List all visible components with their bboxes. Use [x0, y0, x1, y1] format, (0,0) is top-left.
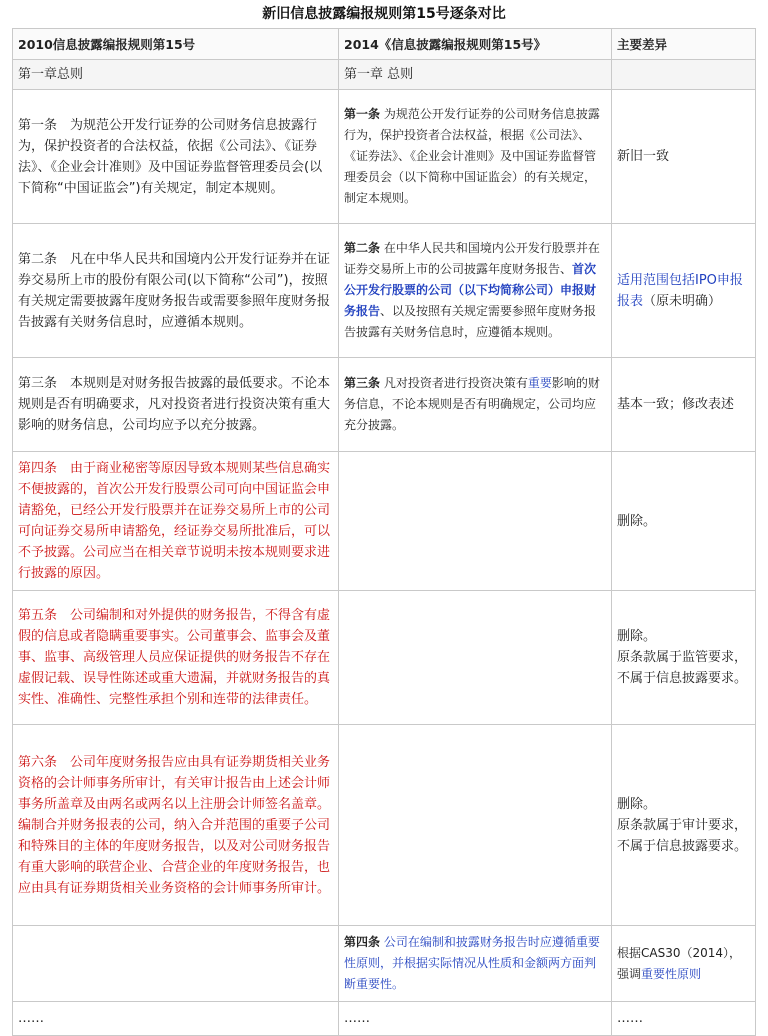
article-highlight: 重要	[527, 376, 552, 390]
ellipsis-new: ……	[339, 1002, 612, 1036]
diff-3: 基本一致；修改表述	[612, 358, 756, 452]
article-label: 第三条	[344, 376, 381, 390]
article-text: 在中华人民共和国境内公开发行股票并在证券交易所上市的公司披露年度财务报告、	[344, 241, 600, 276]
ellipsis-old: ……	[13, 1002, 339, 1036]
article-text: 为规范公开发行证券的公司财务信息披露行为，保护投资者合法权益，根据《公司法》、《证券法》、《企业会计准则》及中国证券监督管理委员会（以下简称中国证监会）的有关规定，制定本规则。	[344, 107, 600, 205]
article-text: 影响的财务信息，不论本规则是否有明确规定，公司均应充分披露。	[344, 376, 600, 432]
ellipsis-diff: ……	[612, 1002, 756, 1036]
diff-2	[612, 224, 756, 358]
diff-5	[612, 591, 756, 725]
old-article-6	[13, 725, 339, 926]
article-text: 、以及按照有关规定需要参照年度财务报告披露有关财务信息时，应遵循本规则。	[344, 304, 597, 339]
page-title: 新旧信息披露编报规则第15号逐条对比	[262, 6, 506, 22]
diff-text: 原条款属于监管要求，不属于信息披露要求。	[617, 650, 748, 686]
article-highlight: 首次公开发行股票的公司（以下均简称公司）申报财务报告	[344, 262, 597, 318]
article-label: 第二条	[344, 241, 381, 255]
diff-highlight: 重要性原则	[641, 966, 702, 981]
diff-text: （原未明确）	[643, 293, 722, 309]
new-article-1	[339, 90, 612, 224]
diff-text: 根据CAS30（2014），强调	[617, 945, 742, 981]
old-article-3: 第三条 本规则是对财务报告披露的最低要求。不论本规则是否有明确要求，凡对投资者进行投资决策有重大影响的财务信息，公司均应予以充分披露。	[13, 358, 339, 452]
diff-7	[612, 926, 756, 1002]
new-article-2	[339, 224, 612, 358]
article-text: 凡对投资者进行投资决策有	[380, 376, 528, 390]
chapter-diff-empty	[612, 60, 756, 90]
diff-6	[612, 725, 756, 926]
diff-text: 删除。	[617, 796, 657, 812]
old-paragraph: 第六条 公司年度财务报告应由具有证券期货相关业务资格的会计师事务所审计，有关审计报告由上述会计师事务所盖章及由两名或两名以上注册会计师签名盖章。	[18, 754, 331, 812]
header-row	[13, 29, 756, 60]
header-diff: 主要差异	[612, 29, 756, 60]
old-paragraph: 编制合并财务报表的公司，纳入合并范围的重要子公司和特殊目的主体的年度财务报告，以及对公司财务报告有重大影响的联营企业、合营企业的年度财务报告，也应由具有证券期货相关业务资格的会计师事务所审计。	[18, 817, 331, 896]
old-article-5: 第五条 公司编制和对外提供的财务报告，不得含有虚假的信息或者隐瞒重要事实。公司董事会、监事会及董事、监事、高级管理人员应保证提供的财务报告不存在虚假记载、误导性陈述或重大遗漏，并就财务报告的真实性、准确性、完整性承担个别和连带的法律责任。	[13, 591, 339, 725]
new-empty-4	[339, 452, 612, 591]
old-empty-7	[13, 926, 339, 1002]
diff-1: 新旧一致	[612, 90, 756, 224]
article-highlight: 公司在编制和披露财务报告时应遵循重要性原则，并根据实际情况从性质和金额两方面判断重要性。	[344, 935, 600, 991]
new-article-4	[339, 926, 612, 1002]
new-article-3	[339, 358, 612, 452]
new-empty-6	[339, 725, 612, 926]
chapter-old: 第一章总则	[13, 60, 339, 90]
old-article-4: 第四条 由于商业秘密等原因导致本规则某些信息确实不便披露的，首次公开发行股票公司可向中国证监会申请豁免，已经公开发行股票并在证券交易所上市的公司可向证券交易所申请豁免，经证券交易所批准后，可以不予披露。公司应当在相关章节说明未按本规则要求进行披露的原因。	[13, 452, 339, 591]
article-label: 第四条	[344, 935, 381, 949]
header-new: 2014《信息披露编报规则第15号》	[339, 29, 612, 60]
table-row	[13, 224, 756, 358]
table-row	[13, 926, 756, 1002]
diff-text: 原条款属于审计要求，不属于信息披露要求。	[617, 817, 748, 854]
comparison-table	[12, 28, 756, 1036]
diff-text: 删除。	[617, 629, 657, 644]
chapter-row	[13, 60, 756, 90]
table-row	[13, 591, 756, 725]
ellipsis-row	[13, 1002, 756, 1036]
header-old: 2010信息披露编报规则第15号	[13, 29, 339, 60]
old-article-2: 第二条 凡在中华人民共和国境内公开发行证券并在证券交易所上市的股份有限公司(以下简称“公司”)，按照有关规定需要披露年度财务报告或需要参照年度财务报告披露有关财务信息时，应遵循本规则。	[13, 224, 339, 358]
table-row	[13, 358, 756, 452]
table-row	[13, 90, 756, 224]
article-label: 第一条	[344, 107, 381, 121]
table-row	[13, 452, 756, 591]
table-row	[13, 725, 756, 926]
chapter-new: 第一章 总则	[339, 60, 612, 90]
diff-4: 删除。	[612, 452, 756, 591]
diff-highlight: 适用范围包括IPO申报报表	[617, 272, 743, 309]
old-article-1: 第一条 为规范公开发行证券的公司财务信息披露行为，保护投资者的合法权益，依据《公司法》、《证券法》、《企业会计准则》及中国证券监督管理委员会(以下简称“中国证监会”)有关规定，制定本规则。	[13, 90, 339, 224]
new-empty-5	[339, 591, 612, 725]
